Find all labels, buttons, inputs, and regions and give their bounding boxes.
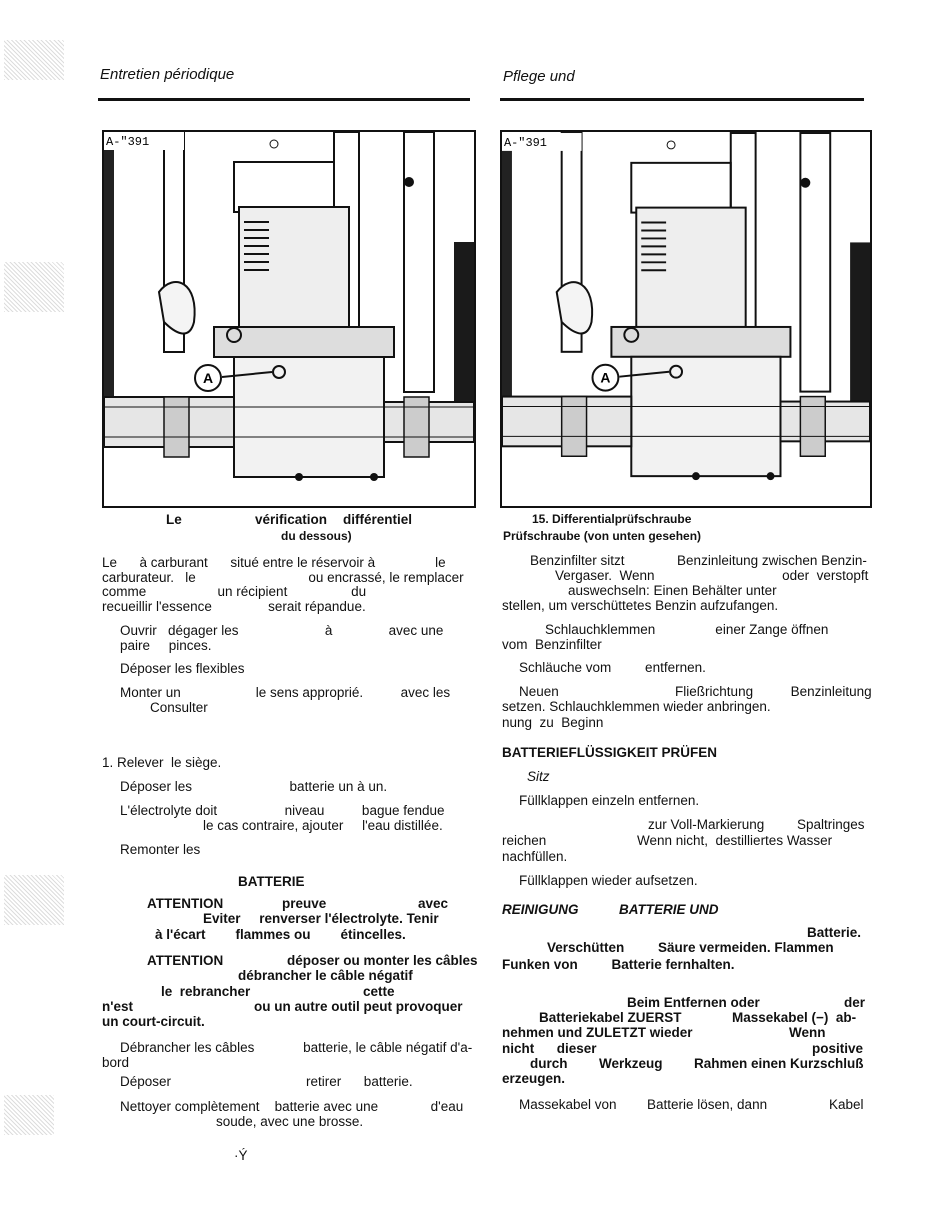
left-step-mount: Monter un le sens approprié. avec les <box>120 685 451 700</box>
right-clean-heading-b: BATTERIE UND <box>619 902 719 917</box>
left-step-2: Déposer les batterie un à un. <box>120 779 388 794</box>
left-step-clean-cont: soude, avec une brosse. <box>216 1114 364 1129</box>
right-caption-line1: 15. Differentialprüfschraube <box>532 512 692 526</box>
left-attention2-line1: déposer ou monter les câbles <box>287 953 478 968</box>
left-caption-le: Le <box>166 512 182 527</box>
right-step-ground-a: Massekabel von <box>519 1097 617 1112</box>
engine-drawing <box>502 132 870 506</box>
right-warning2-line2a: Batteriekabel ZUERST <box>539 1010 682 1025</box>
right-clean-heading-a: REINIGUNG <box>502 902 579 917</box>
right-step-level-a: zur Voll-Markierung <box>648 817 765 832</box>
right-step-new-filter-cont2: nung zu Beginn <box>502 715 604 730</box>
left-caption-differentiel: différentiel <box>343 512 413 527</box>
callout-label: A <box>202 370 214 386</box>
scan-speck <box>4 40 64 80</box>
right-step-new-filter: Neuen Fließrichtung Benzinleitung <box>519 684 872 699</box>
right-para1-line4: stellen, um verschüttetes Benzin aufzufangen. <box>502 598 779 613</box>
right-warning2-line5c: Rahmen einen Kurzschluß <box>694 1056 864 1071</box>
right-step-caps-replace: Füllklappen wieder aufsetzen. <box>519 873 698 888</box>
left-attention2-line4b: ou un autre outil peut provoquer <box>254 999 463 1014</box>
left-attention1-label: ATTENTION <box>147 896 224 911</box>
right-caption-line2: Prüfschraube (von unten gesehen) <box>503 529 702 543</box>
scan-speck <box>4 1095 54 1135</box>
left-step-remove-hoses: Déposer les flexibles <box>120 661 245 676</box>
right-step-hoses: Schläuche vom entfernen. <box>519 660 706 675</box>
right-para1-line2: Vergaser. Wenn oder verstopft <box>555 568 869 583</box>
left-engine-illustration <box>102 130 476 508</box>
scan-speck <box>4 875 64 925</box>
left-step-open-cont: paire pinces. <box>120 638 212 653</box>
right-step-new-filter-cont: setzen. Schlauchklemmen wieder anbringen. <box>502 699 771 714</box>
left-caption-line2: du dessous) <box>281 529 352 543</box>
right-warning2-line2b: Massekabel (−) ab- <box>732 1010 857 1025</box>
left-step-3: L'électrolyte doit niveau bague fendue <box>120 803 445 818</box>
left-attention2-line3a: le rebrancher <box>161 984 251 999</box>
left-para1-line4: recueillir l'essence serait répandue. <box>102 599 366 614</box>
left-attention2-line5: un court-circuit. <box>102 1014 205 1029</box>
left-para1-line2: carburateur. le ou encrassé, le remplacer <box>102 570 464 585</box>
callout-label: A <box>600 369 611 386</box>
right-warning1-line1: Batterie. <box>807 925 862 940</box>
left-step-clean: Nettoyer complètement batterie avec une d'eau <box>120 1099 464 1114</box>
left-attention2-line3b: cette <box>363 984 395 999</box>
right-step-ground-b: Batterie lösen, dann <box>647 1097 768 1112</box>
left-attention2-line4a: n'est <box>102 999 133 1014</box>
left-running-header: Entretien périodique <box>100 66 235 83</box>
right-warning2-line6: erzeugen. <box>502 1071 566 1086</box>
right-step-seat: Sitz <box>527 769 550 784</box>
left-attention1-word3: avec <box>418 896 449 911</box>
figure-code: A-"391 <box>106 135 150 149</box>
left-header-rule <box>98 98 470 101</box>
engine-drawing <box>104 132 474 506</box>
left-caption-verification: vérification <box>255 512 328 527</box>
right-warning2-line5b: Werkzeug <box>599 1056 663 1071</box>
right-step-level-d: Wenn nicht, destilliertes Wasser <box>637 833 833 848</box>
left-battery-heading: BATTERIE <box>238 874 305 889</box>
left-step-remove-battery: Déposer retirer batterie. <box>120 1074 413 1089</box>
right-warning2-line5a: durch <box>530 1056 568 1071</box>
right-step-ground-c: Kabel <box>829 1097 864 1112</box>
right-para1-line3: auswechseln: Einen Behälter unter <box>568 583 777 598</box>
left-step-4: Remonter les <box>120 842 201 857</box>
right-step-clamps-cont: vom Benzinfilter <box>502 637 602 652</box>
left-attention1-word2: preuve <box>282 896 327 911</box>
figure-code: A-"391 <box>503 135 547 150</box>
left-step-disconnect: Débrancher les câbles batterie, le câble négatif d'a- <box>120 1040 473 1055</box>
right-warning2-line1a: Beim Entfernen oder <box>627 995 760 1010</box>
left-attention2-label: ATTENTION <box>147 953 224 968</box>
right-step-caps: Füllklappen einzeln entfernen. <box>519 793 700 808</box>
left-step-1: 1. Relever le siège. <box>102 755 222 770</box>
page-footer-mark: ·Ý <box>234 1148 248 1163</box>
left-step-open: Ouvrir dégager les à avec une <box>120 623 444 638</box>
right-step-clamps: Schlauchklemmen einer Zange öffnen <box>545 622 829 637</box>
left-step-mount-cont: Consulter <box>150 700 208 715</box>
left-step-disconnect-cont: bord <box>102 1055 130 1070</box>
left-para1-line1: Le à carburant situé entre le réservoir à le <box>102 555 446 570</box>
right-step-level-c: reichen <box>502 833 547 848</box>
left-step-3-cont: le cas contraire, ajouter l'eau distillée. <box>203 818 443 833</box>
right-running-header: Pflege und <box>503 68 575 85</box>
left-attention2-line2: débrancher le câble négatif <box>238 968 413 983</box>
right-warning2-line3a: nehmen und ZULETZT wieder <box>502 1025 693 1040</box>
right-warning2-line4b: positive <box>812 1041 864 1056</box>
left-attention1-line2: Eviter renverser l'électrolyte. Tenir <box>203 911 439 926</box>
right-warning2-line1b: der <box>844 995 866 1010</box>
scan-speck <box>4 262 64 312</box>
right-step-level-b: Spaltringes <box>797 817 865 832</box>
right-para1-line1: Benzinfilter sitzt Benzinleitung zwischen Benzin- <box>530 553 867 568</box>
right-step-level-e: nachfüllen. <box>502 849 568 864</box>
right-warning1-line3: Funken von Batterie fernhalten. <box>502 957 735 972</box>
left-attention1-line3: à l'écart flammes ou étincelles. <box>155 927 406 942</box>
right-header-rule <box>500 98 864 101</box>
right-battery-heading: BATTERIEFLÜSSIGKEIT PRÜFEN <box>502 745 718 760</box>
right-warning1-line2: Verschütten Säure vermeiden. Flammen <box>547 940 834 955</box>
right-engine-illustration <box>500 130 872 508</box>
right-warning2-line3b: Wenn <box>789 1025 826 1040</box>
left-para1-line3: comme un récipient du <box>102 584 367 599</box>
right-warning2-line4a: nicht dieser <box>502 1041 597 1056</box>
